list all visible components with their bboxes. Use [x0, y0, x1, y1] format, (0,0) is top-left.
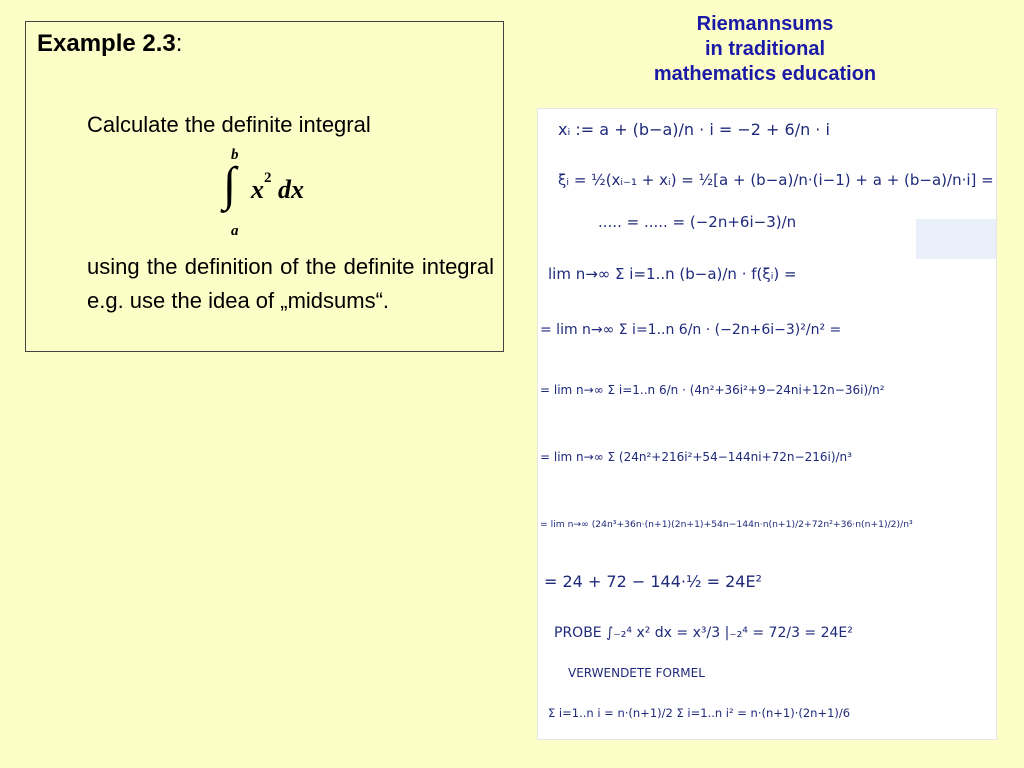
note-line-7: = lim n→∞ Σ (24n²+216i²+54−144ni+72n−216i)/n³ [540, 450, 852, 464]
note-line-5: = lim n→∞ Σ i=1..n 6/n · (−2n+6i−3)²/n² = [540, 322, 842, 338]
note-line-11: VERWENDETE FORMEL [568, 666, 705, 680]
definition-text: using the definition of the definite integral e.g. use the idea of „midsums“. [87, 254, 494, 313]
note-line-12: Σ i=1..n i = n·(n+1)/2 Σ i=1..n i² = n·(n+1)·(2n+1)/6 [548, 706, 851, 720]
note-line-9: = 24 + 72 − 144·½ = 24E² [544, 572, 762, 591]
instruction-text: Calculate the definite integral [87, 112, 371, 137]
example-heading-label: Example 2.3 [37, 30, 176, 57]
note-line-8: = lim n→∞ (24n³+36n·(n+1)(2n+1)+54n−144n·n(n+1)/2+72n²+36·n(n+1)/2)/n³ [540, 519, 913, 530]
example-box [25, 21, 504, 352]
note-line-10: PROBE ∫₋₂⁴ x² dx = x³/3 |₋₂⁴ = 72/3 = 24E² [554, 625, 853, 641]
slide-title [610, 12, 920, 87]
note-line-4: lim n→∞ Σ i=1..n (b−a)/n · f(ξᵢ) = [548, 265, 797, 283]
example-heading-colon: : [175, 30, 183, 57]
note-line-1: xᵢ := a + (b−a)/n · i = −2 + 6/n · i [558, 120, 830, 139]
handwritten-notes-image [537, 108, 997, 740]
integrand-base: x [251, 175, 264, 204]
integral-lower-limit: a [231, 223, 239, 239]
note-line-2: ξᵢ = ½(xᵢ₋₁ + xᵢ) = ½[a + (b−a)/n·(i−1) + a + (b−a)/n·i] = [558, 171, 994, 189]
integral-upper-limit: b [231, 147, 239, 163]
integrand-exponent: 2 [264, 170, 272, 187]
example-heading [37, 30, 182, 58]
handwritten-notes-svg [538, 109, 998, 741]
integrand [251, 170, 304, 205]
definite-integral-formula [221, 147, 361, 242]
note-line-3: ..... = ..... = (−2n+6i−3)/n [598, 213, 797, 231]
slide-title-line-3: mathematics education [653, 63, 877, 85]
note-line-6: = lim n→∞ Σ i=1..n 6/n · (4n²+36i²+9−24ni+12n−36i)/n² [540, 383, 885, 397]
scan-shadow [916, 219, 996, 259]
integral-sign: ∫ [223, 158, 237, 211]
slide-title-line-1: Riemannsums [696, 13, 834, 35]
integrand-differential: dx [271, 175, 304, 204]
slide-title-line-2: in traditional [705, 38, 825, 60]
